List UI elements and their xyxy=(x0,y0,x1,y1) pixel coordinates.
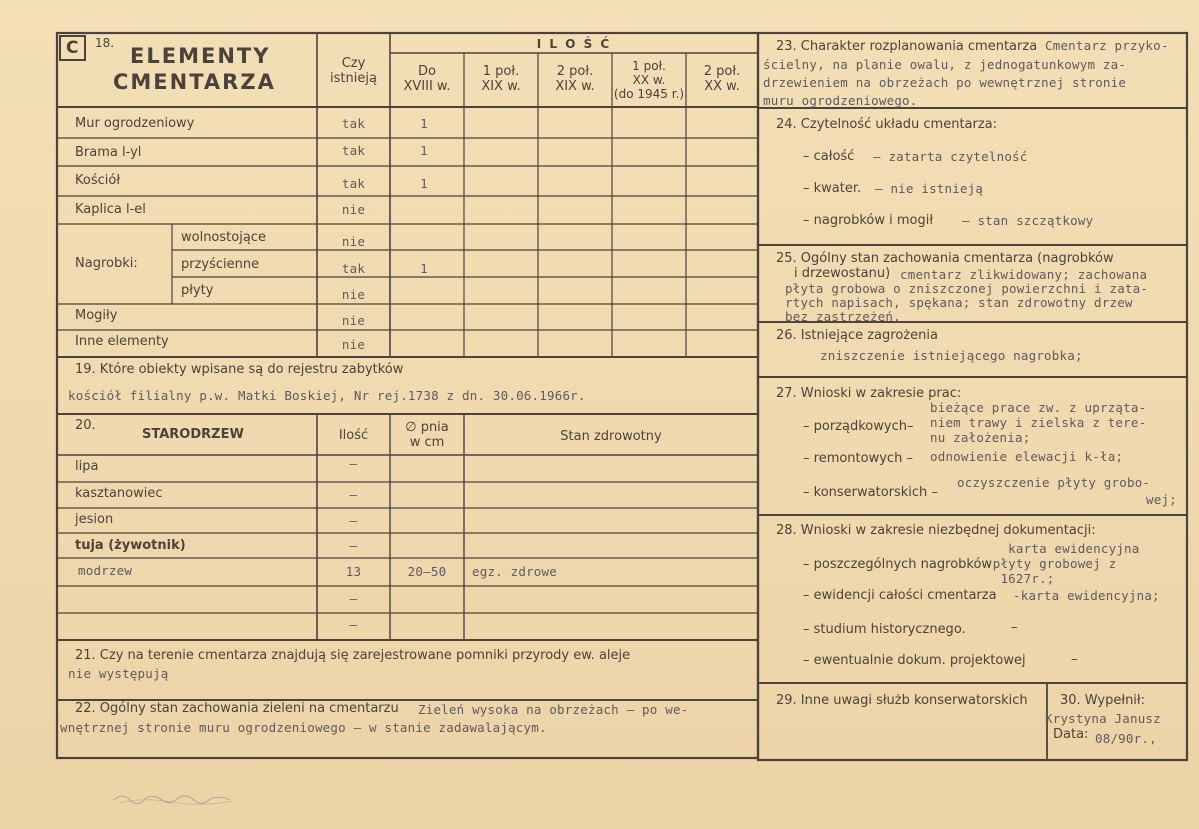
sec26-value: zniszczenie istniejącego nagrobka; xyxy=(820,348,1083,363)
sec20-row-qty: – xyxy=(349,456,358,471)
sec30-name: Krystyna Janusz xyxy=(1045,711,1161,726)
sec18-col-5: 2 poł. XX w. xyxy=(703,64,741,94)
sec18-row-label: Kościół xyxy=(75,173,121,188)
sec18-title-line1: ELEMENTY xyxy=(130,44,271,68)
sec18-row-exists: tak xyxy=(341,261,366,276)
sec18-row-label: Mogiły xyxy=(75,308,118,323)
sec20-row-health: egz. zdrowe xyxy=(472,564,557,579)
sec21-label: 21. Czy na terenie cmentarza znajdują się zarejestrowane pomniki przyrody ew. aleje xyxy=(75,648,631,663)
sec24-label: 24. Czytelność układu cmentarza: xyxy=(776,117,998,132)
sec18-group-label: Nagrobki: xyxy=(75,256,138,271)
sec21-value: nie występują xyxy=(68,666,169,681)
sec24-item-value: – nie istnieją xyxy=(875,181,984,196)
sec18-col-1: Do XVIII w. xyxy=(403,64,451,94)
sec20-row-species: jesion xyxy=(75,512,114,527)
sec20-number: 20. xyxy=(75,418,96,433)
sec20-row-species: kasztanowiec xyxy=(75,486,163,501)
sec26-label: 26. Istniejące zagrożenia xyxy=(776,328,938,343)
sec28-ew-value: -karta ewidencyjna; xyxy=(1013,588,1160,603)
sec18-col-4: 1 poł. XX w. (do 1945 r.) xyxy=(613,59,685,101)
sec18-row-qty: 1 xyxy=(420,116,428,131)
sec18-row-label: płyty xyxy=(181,283,214,298)
sec30-date-value: 08/90r., xyxy=(1095,731,1157,746)
sec29-label: 29. Inne uwagi służb konserwatorskich xyxy=(776,693,1028,708)
sec18-quantity-header: I L O Ś Ć xyxy=(536,37,612,51)
sec20-col-health: Stan zdrowotny xyxy=(560,429,662,444)
sec18-number: 18. xyxy=(95,36,115,50)
sec18-row-exists: nie xyxy=(341,287,366,302)
sec19-value: kościół filialny p.w. Matki Boskiej, Nr rej.1738 z dn. 30.06.1966r. xyxy=(68,388,586,403)
sec27-rem-label: – remontowych – xyxy=(803,451,913,466)
sec25-label-line2: i drzewostanu) xyxy=(794,266,891,281)
sec28-st-value: – xyxy=(1011,620,1018,635)
sec18-row-exists: nie xyxy=(341,202,366,217)
sec18-row-qty: 1 xyxy=(420,261,428,276)
sec18-row-label: wolnostojące xyxy=(181,230,266,245)
sec22-label: 22. Ogólny stan zachowania zieleni na cmentarzu xyxy=(75,701,399,716)
sec27-porz-value: bieżące prace zw. z uprząta- niem trawy i zielska z tere- nu założenia; xyxy=(930,400,1147,445)
sec20-row-qty: – xyxy=(349,591,358,606)
sec27-kons-value2: wej; xyxy=(1146,492,1177,507)
sec24-item-label: – nagrobków i mogił xyxy=(803,213,934,228)
sec20-row-qty: – xyxy=(349,513,358,528)
sec20-row-species: tuja (żywotnik) xyxy=(75,538,186,553)
sec18-row-qty: 1 xyxy=(420,176,428,191)
sec18-row-exists: nie xyxy=(341,234,366,249)
sec24-item-label: – całość xyxy=(803,149,855,164)
sec18-col-2: 1 poł. XIX w. xyxy=(481,64,521,94)
sec20-col-diam: ∅ pnia w cm xyxy=(405,420,449,450)
sec20-row-diam: 20–50 xyxy=(407,564,447,579)
sec24-item-value: – zatarta czytelność xyxy=(873,149,1028,164)
sec18-row-label: Mur ogrodzeniowy xyxy=(75,116,195,131)
sec25-value-rest: płyta grobowa o zniszczonej powierzchni i zata- rtych napisach, spękana; stan zdrowotny drzew bez zastrzeżeń. xyxy=(785,281,1149,324)
sec18-row-qty: 1 xyxy=(420,143,428,158)
sec18-row-label: Kaplica l-el xyxy=(75,202,146,217)
sec27-porz-label: – porządkowych– xyxy=(803,419,914,434)
sec23-value-rest: ścielny, na planie owalu, z jednogatunkowym za- drzewieniem na obrzeżach po wewnętrznej stronie muru ogrodzeniowego. xyxy=(763,57,1127,108)
sec18-row-exists: nie xyxy=(341,313,366,328)
sec27-label: 27. Wnioski w zakresie prac: xyxy=(776,386,962,401)
sec18-col-3: 2 poł. XIX w. xyxy=(555,64,595,94)
sec18-title-line2: CMENTARZA xyxy=(113,70,276,94)
sec20-row-qty: – xyxy=(349,487,358,502)
sec28-pn-value: karta ewidencyjna -płyty grobowej z 1627r.; xyxy=(985,541,1140,586)
sec24-item-label: – kwater. xyxy=(803,181,862,196)
sec28-label: 28. Wnioski w zakresie niezbędnej dokumentacji: xyxy=(776,523,1096,538)
sec25-label-line1: 25. Ogólny stan zachowania cmentarza (nagrobków xyxy=(776,251,1114,266)
sec28-st-label: – studium historycznego. xyxy=(803,622,966,637)
sec20-col-qty: Ilość xyxy=(338,428,369,443)
sec27-kons-value1: oczyszczenie płyty grobo- xyxy=(957,475,1151,490)
sec27-rem-value: odnowienie elewacji k-ła; xyxy=(930,449,1124,464)
sec28-pr-label: – ewentualnie dokum. projektowej xyxy=(803,653,1026,668)
sec20-row-qty: 13 xyxy=(345,564,362,579)
sec28-pr-value: – xyxy=(1071,652,1078,667)
pencil-scribble xyxy=(112,788,242,806)
section-letter: C xyxy=(66,38,79,58)
sec19-label: 19. Które obiekty wpisane są do rejestru zabytków xyxy=(75,362,404,377)
sec22-value-line2: wnętrznej stronie muru ogrodzeniowego – w stanie zadawalającym. xyxy=(60,720,547,735)
sec28-pn-label: – poszczególnych nagrobków xyxy=(803,557,993,572)
sec24-item-value: – stan szczątkowy xyxy=(962,213,1094,228)
sec18-col-exists: Czy istnieją xyxy=(330,56,377,86)
sec22-value-line1: Zieleń wysoka na obrzeżach – po we- xyxy=(418,702,689,717)
sec23-label: 23. Charakter rozplanowania cmentarza xyxy=(776,39,1038,54)
sec30-date-label: Data: xyxy=(1053,727,1089,742)
sec20-title: STARODRZEW xyxy=(142,427,244,442)
sec18-row-label: Inne elementy xyxy=(75,334,169,349)
sec25-value-line1: cmentarz zlikwidowany; zachowana xyxy=(900,267,1148,282)
sec30-label: 30. Wypełnił: xyxy=(1060,693,1145,708)
sec27-kons-label: – konserwatorskich – xyxy=(803,485,938,500)
sec20-row-species: lipa xyxy=(75,459,99,474)
sec20-row-qty: – xyxy=(349,538,358,553)
sec18-row-exists: tak xyxy=(341,116,366,131)
sec18-row-exists: tak xyxy=(341,143,366,158)
sec20-row-species: modrzew xyxy=(78,563,133,578)
sec18-row-exists: tak xyxy=(341,176,366,191)
sec28-ew-label: – ewidencji całości cmentarza xyxy=(803,588,997,603)
sec18-row-exists: nie xyxy=(341,337,366,352)
sec23-value-line1: Cmentarz przyko- xyxy=(1045,38,1169,53)
sec18-row-label: Brama l-yl xyxy=(75,145,142,160)
sec20-row-qty: – xyxy=(349,617,358,632)
sec18-row-label: przyścienne xyxy=(181,257,260,272)
